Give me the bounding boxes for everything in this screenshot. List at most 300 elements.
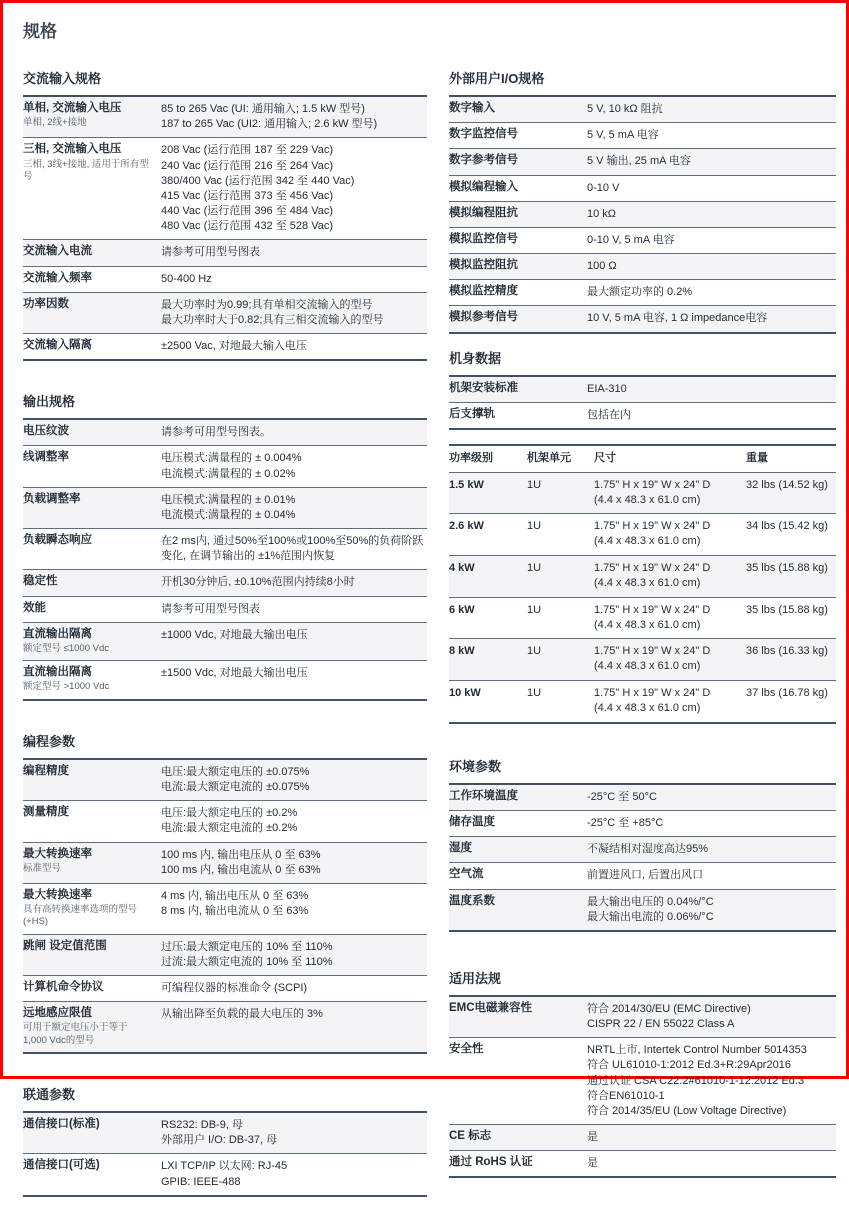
spec-table <box>23 95 427 361</box>
spec-label <box>449 1001 587 1032</box>
spec-value-line: 480 Vac (运行范围 432 至 528 Vac) <box>161 220 333 233</box>
spec-row <box>23 529 427 570</box>
spec-row <box>23 623 427 662</box>
spec-table <box>23 418 427 701</box>
spec-value-line: 415 Vac (运行范围 373 至 456 Vac) <box>161 189 333 202</box>
power-level-cell: 8 kW <box>449 645 475 658</box>
section-title: 环境参数 <box>449 758 502 774</box>
spec-label-text: 编程精度 <box>23 764 69 777</box>
spec-value <box>161 847 425 878</box>
weight-cell: 37 lbs (16.78 kg) <box>746 687 828 700</box>
spec-row <box>449 1151 836 1176</box>
spec-value-line: 电流模式:满量程的 ± 0.04% <box>161 508 296 521</box>
spec-value-line: CISPR 22 / EN 55022 Class A <box>587 1018 735 1031</box>
section-title: 编程参数 <box>23 733 76 749</box>
power-table-header-cell: 功率级别 <box>449 451 493 464</box>
spec-value-line: 前置进风口, 后置出风口 <box>587 869 704 882</box>
spec-label <box>449 1129 587 1145</box>
spec-section <box>449 68 836 334</box>
spec-value <box>161 142 425 234</box>
spec-value-line: 是 <box>587 1131 598 1144</box>
spec-label <box>449 789 587 805</box>
spec-value-line: 符合 2014/30/EU (EMC Directive) <box>587 1002 751 1015</box>
power-level-cell: 10 kW <box>449 687 481 700</box>
spec-label <box>23 601 161 617</box>
dimensions-cell <box>594 603 746 633</box>
spec-value-line: 100 ms 内, 输出电流从 0 至 63% <box>161 863 321 876</box>
spec-value <box>161 665 425 694</box>
spec-label-text: 后支撑轨 <box>449 407 495 420</box>
rack-unit-cell: 1U <box>527 562 542 575</box>
spec-value <box>587 258 834 274</box>
spec-value-line: 4 ms 内, 输出电压从 0 至 63% <box>161 889 309 902</box>
spec-label-text: 通信接口(标准) <box>23 1118 100 1131</box>
spec-row <box>23 1154 427 1194</box>
spec-row <box>23 1113 427 1154</box>
spec-row <box>449 254 836 280</box>
spec-row <box>23 976 427 1002</box>
spec-value <box>161 1006 425 1047</box>
spec-value-line: 187 to 265 Vac (UI2: 通用输入; 2.6 kW 型号) <box>161 118 378 131</box>
spec-row <box>23 760 427 801</box>
spec-label <box>23 1117 161 1148</box>
dimensions-line: 1.75" H x 19" W x 24" D <box>594 603 711 616</box>
weight-cell: 32 lbs (14.52 kg) <box>746 478 828 491</box>
spec-value-line: 开机30分钟后, ±0.10%范围内持续8小时 <box>161 576 355 589</box>
spec-label-text: 交流输入电流 <box>23 245 92 258</box>
spec-label-text: 最大转换速率 <box>23 847 92 860</box>
spec-value <box>587 407 834 423</box>
spec-value-line: 电流模式:满量程的 ± 0.02% <box>161 467 296 480</box>
dimensions-line: (4.4 x 48.3 x 61.0 cm) <box>594 618 701 631</box>
spec-value-line: -25°C 至 +85°C <box>587 817 664 830</box>
spec-value-line: ±1000 Vdc, 对地最大输出电压 <box>161 628 308 641</box>
spec-label <box>23 1006 161 1047</box>
spec-sublabel: 具有高转换速率选项的型号 (+HS) <box>23 904 138 928</box>
spec-value <box>587 153 834 169</box>
spec-value <box>587 1042 834 1119</box>
spec-value <box>161 627 425 656</box>
spec-row <box>23 597 427 623</box>
spec-value <box>161 271 425 287</box>
spec-row <box>23 1002 427 1052</box>
spec-value-line: 8 ms 内, 输出电流从 0 至 63% <box>161 905 309 918</box>
spec-label <box>23 142 161 234</box>
power-table-row <box>449 681 836 722</box>
spec-value <box>587 127 834 143</box>
spec-value-line: 最大输出电流的 0.06%/°C <box>587 910 714 923</box>
spec-row <box>449 123 836 149</box>
spec-sublabel: 三相, 3线+接地, 适用于所有型号 <box>23 158 149 182</box>
spec-value-line: 电压:最大额定电压的 ±0.2% <box>161 807 298 820</box>
spec-value-line: 符合 UL61010-1:2012 Ed.3+R:29Apr2016 <box>587 1059 791 1072</box>
spec-row <box>449 1125 836 1151</box>
weight-cell: 35 lbs (15.88 kg) <box>746 562 828 575</box>
spec-label-text: 单相, 交流输入电压 <box>23 102 122 114</box>
spec-label-text: 跳闸 设定值范围 <box>23 939 107 952</box>
spec-value-line: 可编程仪器的标准命令 (SCPI) <box>161 982 308 995</box>
spec-value-line: 过压:最大额定电压的 10% 至 110% <box>161 940 333 953</box>
spec-label-text: 空气流 <box>449 868 484 881</box>
spec-label <box>23 627 161 656</box>
spec-label <box>23 338 161 354</box>
spec-row <box>23 661 427 699</box>
spec-row <box>449 202 836 228</box>
power-level-cell: 1.5 kW <box>449 478 484 491</box>
spec-value-line: 是 <box>587 1157 598 1170</box>
spec-row <box>449 1038 836 1125</box>
spec-value-line: 符合EN61010-1 <box>587 1089 665 1102</box>
spec-value-line: 在2 ms内, 通过50%至100%或100%至50%的负荷阶跃变化, 在调节输出的 ±1%范围内恢复 <box>161 535 424 563</box>
spec-sublabel: 标准型号 <box>23 862 62 874</box>
spec-value-line: ±1500 Vdc, 对地最大输出电压 <box>161 667 308 680</box>
spec-value <box>587 815 834 831</box>
spec-label <box>23 764 161 795</box>
spec-value-line: 请参考可用型号图表。 <box>161 426 271 439</box>
spec-value <box>587 310 834 326</box>
spec-value <box>587 867 834 883</box>
spec-label <box>449 867 587 883</box>
spec-value <box>587 101 834 117</box>
rack-unit-cell: 1U <box>527 603 542 616</box>
spec-value-line: LXI TCP/IP 以太网: RJ-45 <box>161 1160 288 1173</box>
spec-value <box>587 1001 834 1032</box>
spec-label <box>449 258 587 274</box>
spec-label <box>23 574 161 590</box>
spec-value <box>161 764 425 795</box>
spec-label <box>449 180 587 196</box>
spec-label-text: 数字输入 <box>449 102 495 114</box>
section-title: 适用法规 <box>449 970 502 986</box>
spec-row <box>449 97 836 123</box>
spec-value-line: 从输出降至负载的最大电压的 3% <box>161 1008 323 1021</box>
spec-value-line: 5 V, 10 kΩ 阻抗 <box>587 103 663 115</box>
dimensions-line: (4.4 x 48.3 x 61.0 cm) <box>594 660 701 673</box>
spec-label <box>23 888 161 929</box>
spec-row <box>23 843 427 884</box>
spec-section <box>23 68 427 361</box>
spec-label-text: 模拟监控信号 <box>449 232 518 245</box>
dimensions-cell <box>594 519 746 549</box>
power-table-header-cell: 重量 <box>746 451 768 464</box>
spec-label-text: 交流输入频率 <box>23 271 92 284</box>
spec-label-text: 三相, 交流输入电压 <box>23 143 122 156</box>
spec-row <box>23 138 427 240</box>
spec-section <box>23 391 427 701</box>
spec-row <box>23 446 427 487</box>
spec-section <box>449 348 836 430</box>
spec-label-text: 直流输出隔离 <box>23 627 92 640</box>
dimensions-line: 1.75" H x 19" W x 24" D <box>594 478 711 491</box>
weight-cell: 34 lbs (15.42 kg) <box>746 520 828 533</box>
power-level-cell: 2.6 kW <box>449 520 484 533</box>
spec-value <box>161 492 425 523</box>
weight-cell: 36 lbs (16.33 kg) <box>746 645 828 658</box>
spec-row <box>449 837 836 863</box>
spec-label <box>449 153 587 169</box>
spec-value-line: 50-400 Hz <box>161 272 212 285</box>
spec-value-line: 请参考可用型号图表 <box>161 602 260 615</box>
section-title: 外部用户I/O规格 <box>449 71 545 86</box>
spec-value <box>587 180 834 196</box>
spec-row <box>449 890 836 930</box>
spec-row <box>23 570 427 596</box>
dimensions-cell <box>594 561 746 591</box>
spec-value <box>587 789 834 805</box>
spec-table <box>449 95 836 334</box>
spec-value <box>587 206 834 222</box>
spec-label-text: 功率因数 <box>23 297 69 310</box>
spec-table <box>449 995 836 1179</box>
left-column <box>23 68 427 1227</box>
spec-row <box>23 97 427 138</box>
spec-row <box>449 997 836 1038</box>
spec-row <box>449 811 836 837</box>
spec-label <box>23 939 161 970</box>
dimensions-cell <box>594 644 746 674</box>
spec-value-line: 0-10 V <box>587 181 620 194</box>
spec-value <box>161 574 425 590</box>
power-table-header <box>449 446 836 473</box>
spec-label-text: 温度系数 <box>449 894 495 907</box>
spec-label <box>449 101 587 117</box>
spec-value <box>161 805 425 836</box>
spec-label <box>23 244 161 260</box>
spec-label <box>23 847 161 878</box>
spec-section <box>449 968 836 1179</box>
page-title: 规格 <box>23 22 57 41</box>
spec-label <box>449 206 587 222</box>
dimensions-cell <box>594 478 746 508</box>
spec-row <box>23 884 427 935</box>
power-table-row <box>449 639 836 681</box>
spec-row <box>449 785 836 811</box>
spec-value <box>161 601 425 617</box>
spec-row <box>23 488 427 529</box>
spec-label-text: 负载调整率 <box>23 492 81 505</box>
spec-table <box>23 1111 427 1197</box>
spec-value-line: 包括在内 <box>587 408 631 421</box>
spec-sublabel: 可用于额定电压小于等于 1,000 Vdc的型号 <box>23 1022 128 1046</box>
spec-row <box>23 334 427 359</box>
dimensions-line: (4.4 x 48.3 x 61.0 cm) <box>594 576 701 589</box>
spec-value-line: 电压模式:满量程的 ± 0.004% <box>161 452 302 465</box>
spec-value <box>161 1117 425 1148</box>
columns-wrapper <box>23 68 832 1227</box>
spec-row <box>449 403 836 428</box>
spec-table <box>449 783 836 932</box>
spec-label-text: 最大转换速率 <box>23 888 92 901</box>
power-table-header-cell: 机架单元 <box>527 451 571 464</box>
spec-label-text: 数字监控信号 <box>449 128 518 141</box>
power-table-row <box>449 556 836 598</box>
spec-label <box>23 1158 161 1189</box>
spec-label <box>449 815 587 831</box>
spec-label <box>449 284 587 300</box>
spec-label-text: 储存温度 <box>449 816 495 829</box>
spec-value <box>161 297 425 328</box>
spec-value <box>161 338 425 354</box>
spec-value-line: 最大功率时大于0.82;具有三相交流输入的型号 <box>161 313 384 326</box>
spec-label-text: 模拟监控精度 <box>449 285 518 298</box>
spec-label-text: 电压纹波 <box>23 425 69 438</box>
spec-row <box>449 149 836 175</box>
spec-label <box>449 232 587 248</box>
spec-label-text: 通过 RoHS 认证 <box>449 1156 533 1169</box>
spec-value <box>161 939 425 970</box>
spec-label <box>449 841 587 857</box>
spec-label <box>449 127 587 143</box>
spec-label-text: 直流输出隔离 <box>23 666 92 679</box>
spec-label <box>23 297 161 328</box>
right-column <box>449 68 836 1227</box>
spec-value <box>161 1158 425 1189</box>
spec-row <box>449 863 836 889</box>
spec-label <box>23 665 161 694</box>
spec-label <box>23 450 161 481</box>
spec-value-line: -25°C 至 50°C <box>587 790 657 803</box>
spec-label-text: 通信接口(可选) <box>23 1159 100 1172</box>
spec-value-line: 100 Ω <box>587 260 617 273</box>
power-table-row <box>449 514 836 556</box>
spec-value <box>161 101 425 132</box>
spec-sublabel: 额定型号 >1000 Vdc <box>23 681 110 693</box>
spec-label-text: 模拟编程输入 <box>449 180 518 193</box>
spec-label <box>23 533 161 564</box>
spec-label <box>23 805 161 836</box>
spec-value <box>587 1155 834 1171</box>
spec-value-line: 240 Vac (运行范围 216 至 264 Vac) <box>161 159 333 172</box>
spec-label <box>23 424 161 440</box>
rack-unit-cell: 1U <box>527 478 542 491</box>
spec-label-text: EMC电磁兼容性 <box>449 1001 533 1014</box>
rack-unit-cell: 1U <box>527 687 542 700</box>
spec-value-line: 通过认证 CSA C22.2#61010-1-12:2012 Ed.3 <box>587 1074 805 1087</box>
dimensions-line: 1.75" H x 19" W x 24" D <box>594 687 711 700</box>
spec-table <box>23 758 427 1054</box>
spec-value-line: 过流:最大额定电流的 10% 至 110% <box>161 955 333 968</box>
spec-label-text: 稳定性 <box>23 575 58 588</box>
spec-label <box>449 407 587 423</box>
spec-label-text: 工作环境温度 <box>449 789 518 802</box>
dimensions-cell <box>594 686 746 716</box>
spec-label-text: 效能 <box>23 601 46 614</box>
spec-value-line: 440 Vac (运行范围 396 至 484 Vac) <box>161 205 333 218</box>
spec-sublabel: 额定型号 ≤1000 Vdc <box>23 642 109 654</box>
spec-row <box>23 293 427 334</box>
spec-section <box>23 731 427 1054</box>
spec-row <box>449 377 836 403</box>
spec-value-line: 10 kΩ <box>587 207 617 220</box>
section-title: 联通参数 <box>23 1087 76 1103</box>
spec-value-line: RS232: DB-9, 母 <box>161 1119 243 1132</box>
power-level-cell: 6 kW <box>449 603 475 616</box>
dimensions-line: (4.4 x 48.3 x 61.0 cm) <box>594 535 701 548</box>
spec-label <box>23 271 161 287</box>
spec-row <box>23 935 427 976</box>
section-title: 交流输入规格 <box>23 71 102 86</box>
spec-value-line: 符合 2014/35/EU (Low Voltage Directive) <box>587 1104 787 1117</box>
spec-label-text: CE 标志 <box>449 1130 492 1143</box>
power-class-table <box>449 444 836 724</box>
spec-sublabel: 单相, 2线+接地 <box>23 117 87 129</box>
spec-label-text: 线调整率 <box>23 451 69 464</box>
spec-row <box>23 267 427 293</box>
spec-row <box>449 228 836 254</box>
power-level-cell: 4 kW <box>449 562 475 575</box>
spec-value-line: 电压:最大额定电压的 ±0.075% <box>161 765 310 778</box>
spec-value <box>161 450 425 481</box>
spec-value-line: 最大输出电压的 0.04%/°C <box>587 895 714 908</box>
spec-row <box>449 306 836 331</box>
spec-label-text: 湿度 <box>449 842 472 855</box>
spec-label <box>449 381 587 397</box>
spec-value <box>587 232 834 248</box>
spec-value-line: NRTL上市, Intertek Control Number 5014353 <box>587 1044 807 1057</box>
spec-value-line: 电流:最大额定电流的 ±0.2% <box>161 822 298 835</box>
power-table-header-cell: 尺寸 <box>594 451 616 464</box>
spec-section <box>23 1084 427 1197</box>
spec-value <box>161 424 425 440</box>
spec-label <box>449 1155 587 1171</box>
spec-value <box>587 894 834 925</box>
spec-value-line: 最大功率时为0.99;具有单相交流输入的型号 <box>161 298 373 311</box>
dimensions-line: (4.4 x 48.3 x 61.0 cm) <box>594 702 701 715</box>
dimensions-line: 1.75" H x 19" W x 24" D <box>594 645 711 658</box>
spec-label-text: 安全性 <box>449 1043 484 1056</box>
spec-label-text: 机架安装标准 <box>449 381 518 394</box>
dimensions-line: 1.75" H x 19" W x 24" D <box>594 520 711 533</box>
spec-value <box>587 284 834 300</box>
spec-value-line: 外部用户 I/O: DB-37, 母 <box>161 1134 278 1147</box>
spec-value-line: EIA-310 <box>587 382 627 395</box>
spec-value-line: 380/400 Vac (运行范围 342 至 440 Vac) <box>161 174 355 187</box>
spec-row <box>23 801 427 842</box>
spec-value-line: ±2500 Vac, 对地最大输入电压 <box>161 340 307 353</box>
power-table-row <box>449 598 836 640</box>
dimensions-line: (4.4 x 48.3 x 61.0 cm) <box>594 493 701 506</box>
spec-row <box>449 176 836 202</box>
spec-row <box>449 280 836 306</box>
spec-label <box>449 310 587 326</box>
spec-label <box>23 101 161 132</box>
spec-value-line: 电流:最大额定电流的 ±0.075% <box>161 780 310 793</box>
spec-value-line: 208 Vac (运行范围 187 至 229 Vac) <box>161 144 333 157</box>
spec-label-text: 远地感应限值 <box>23 1007 92 1020</box>
spec-row <box>23 420 427 446</box>
section-title: 输出规格 <box>23 394 76 410</box>
spec-value <box>161 244 425 260</box>
spec-value-line: 不凝结相对湿度高达95% <box>587 843 709 856</box>
spec-label-text: 模拟参考信号 <box>449 311 518 324</box>
spec-label <box>449 1042 587 1119</box>
spec-label-text: 模拟编程阻抗 <box>449 206 518 219</box>
spec-value-line: 5 V, 5 mA 电容 <box>587 129 659 142</box>
spec-label-text: 模拟监控阻抗 <box>449 259 518 272</box>
spec-value <box>161 533 425 564</box>
spec-label <box>449 894 587 925</box>
spec-value-line: 请参考可用型号图表 <box>161 246 260 259</box>
spec-value-line: 电压模式:满量程的 ± 0.01% <box>161 493 296 506</box>
spec-value <box>587 381 834 397</box>
spec-value-line: GPIB: IEEE-488 <box>161 1175 241 1188</box>
spec-value-line: 0-10 V, 5 mA 电容 <box>587 233 675 246</box>
spec-value <box>161 888 425 929</box>
spec-value-line: 10 V, 5 mA 电容, 1 Ω impedance电容 <box>587 312 768 325</box>
spec-label-text: 数字参考信号 <box>449 154 518 167</box>
spec-section <box>449 756 836 932</box>
spec-label-text: 测量精度 <box>23 806 69 819</box>
